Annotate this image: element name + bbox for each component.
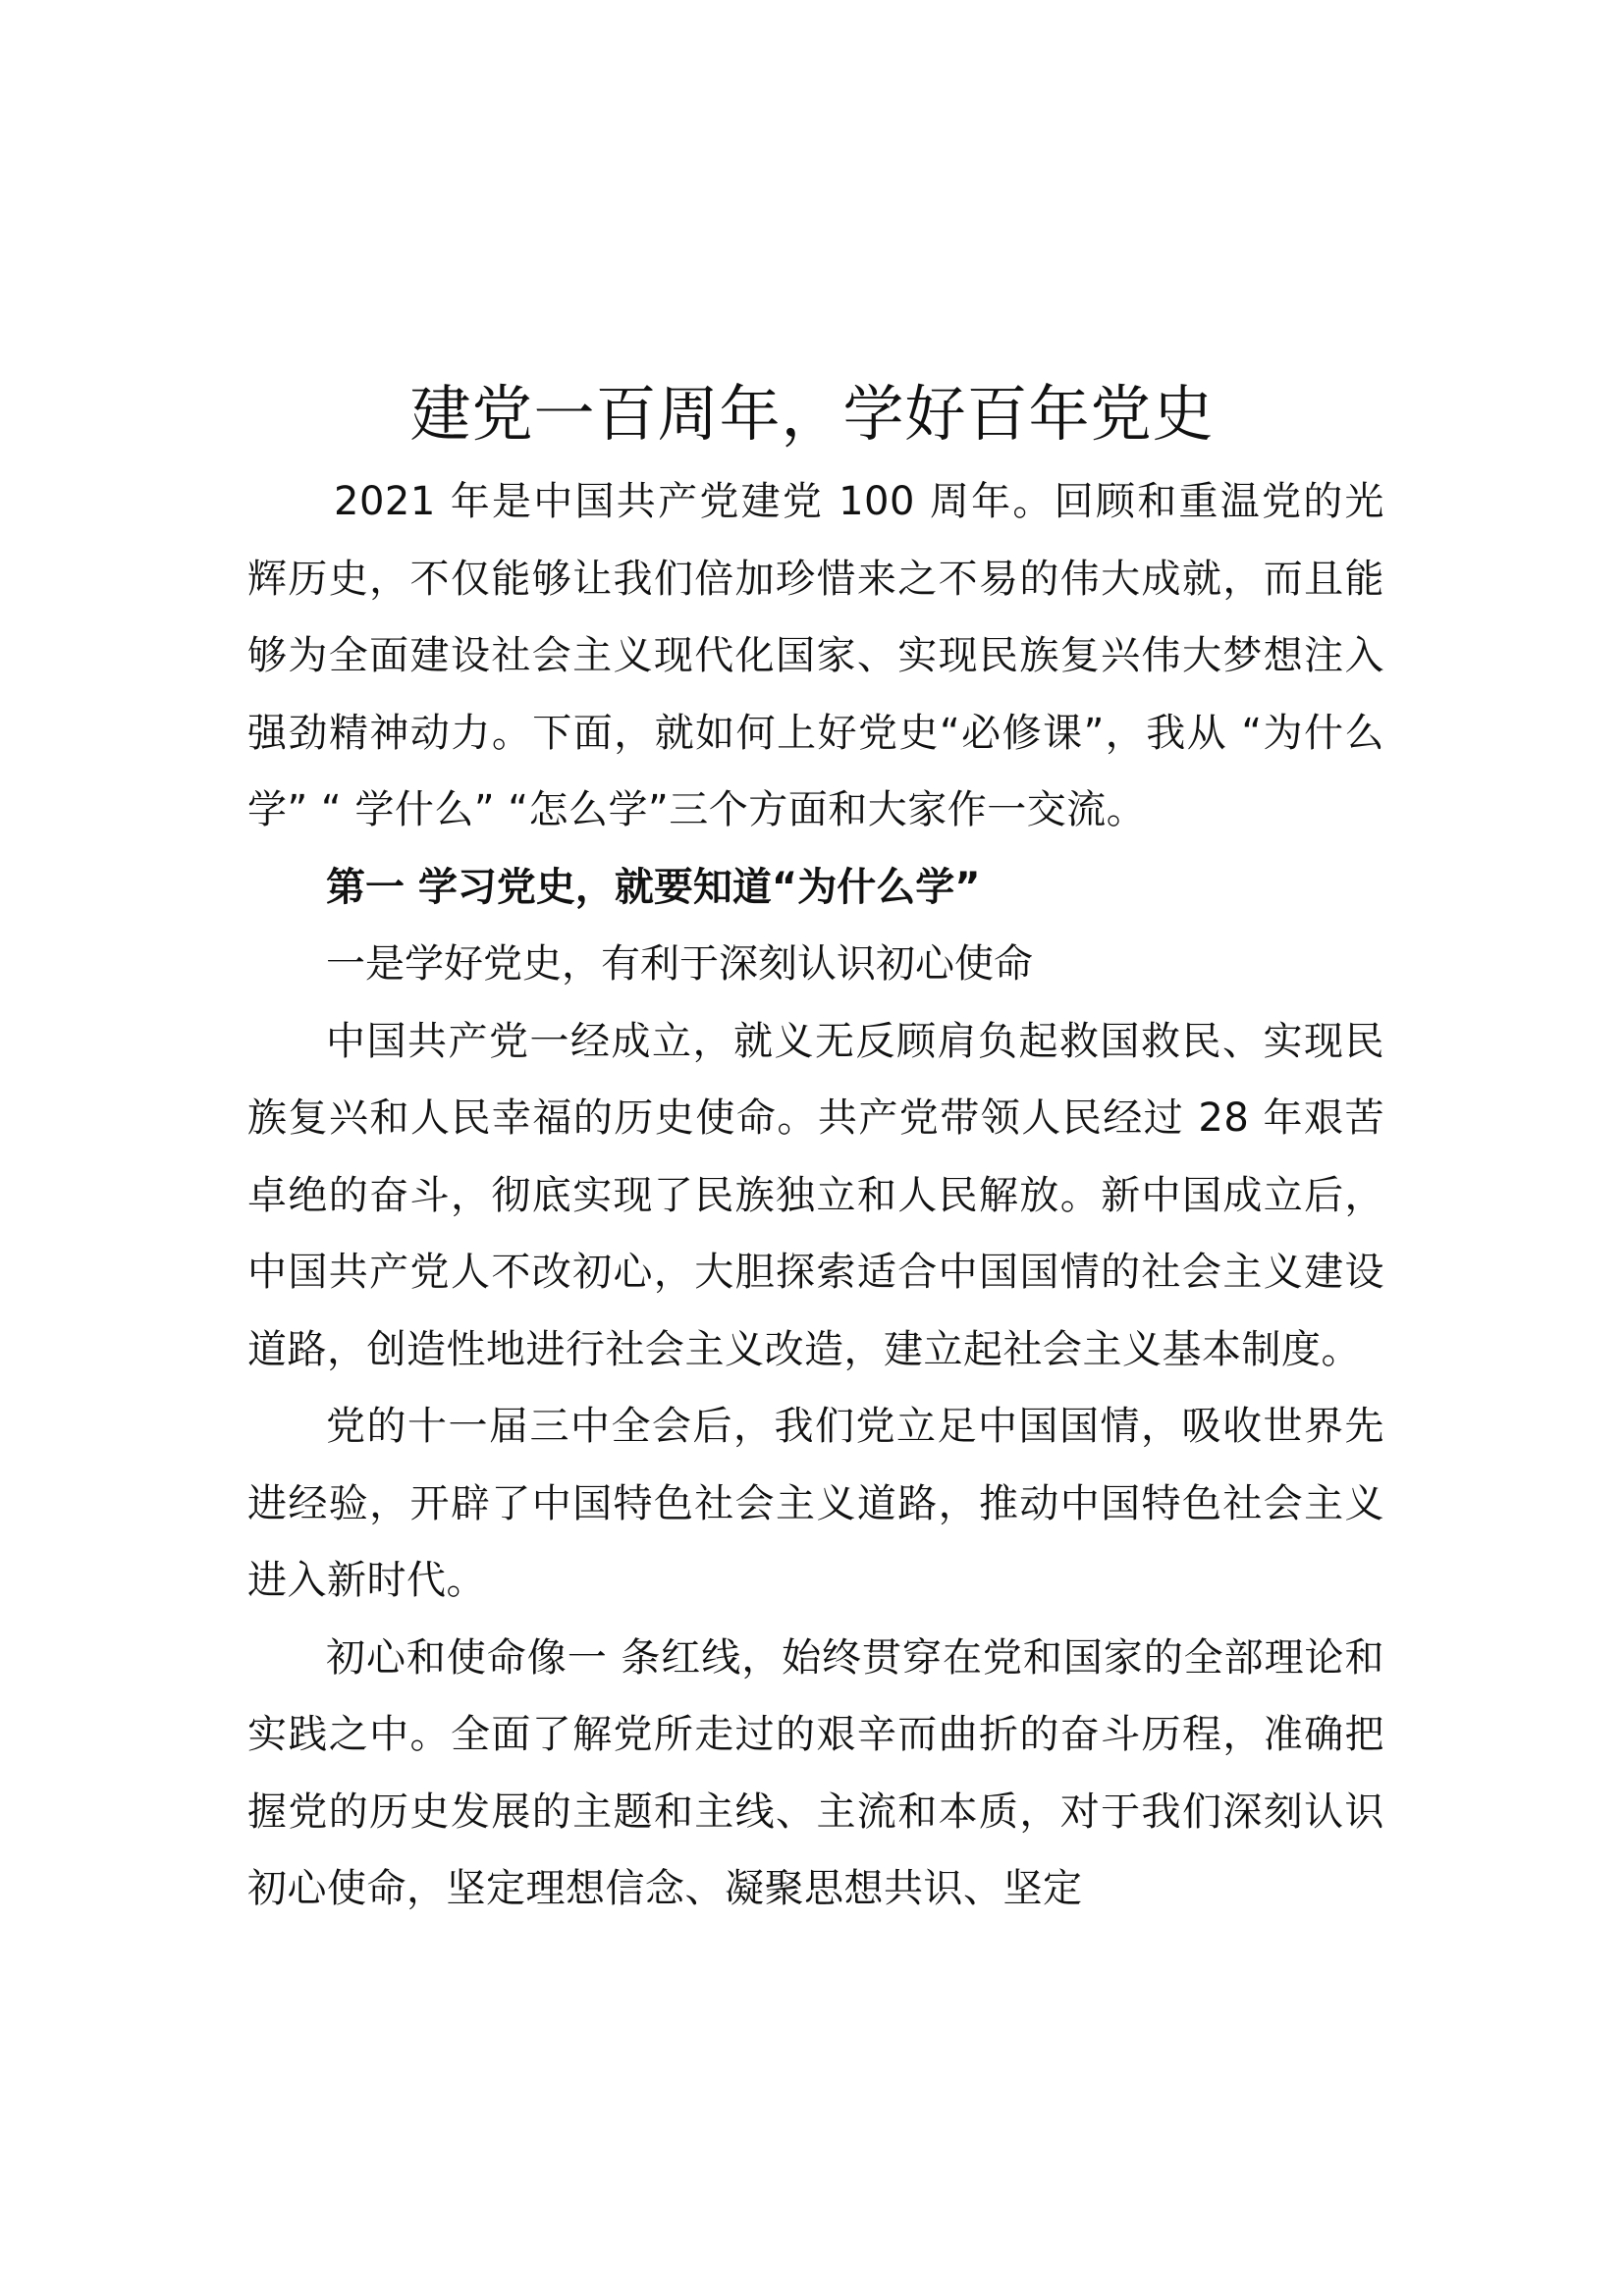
body-paragraph-2: 党的十一届三中全会后，我们党立足中国国情，吸收世界先进经验，开辟了中国特色社会主义道路，推动中国特色社会主义进入新时代。 [247,1404,1384,1603]
body-paragraph-1: 中国共产党一经成立，就义无反顾肩负起救国救民、实现民族复兴和人民幸福的历史使命。共产党带领人民经过 28 年艰苦卓绝的奋斗，彻底实现了民族独立和人民解放。新中国成立后，中国共产党人不改初心，大胆探索适合中国国情的社会主义建设道路，创造性地进行社会主义改造，建立起社会主义基本制度。 [247,1018,1384,1372]
intro-paragraph: 2021 年是中国共产党建党 100 周年。回顾和重温党的光辉历史，不仅能够让我们倍加珍惜来之不易的伟大成就，而且能够为全面建设社会主义现代化国家、实现民族复兴伟大梦想注入强劲精神动力。下面，就如何上好党史“必修课”，我从 “为什么学” “ 学什么” “怎么学”三个方面和大家作一交流。 [247,479,1384,832]
section-subheading: 一是学好党史，有利于深刻认识初心使命 [326,941,1033,987]
section-heading: 第一 学习党史，就要知道“为什么学” [326,864,981,910]
document-body [247,463,1384,1928]
document-title: 建党一百周年，学好百年党史 [409,378,1215,450]
body-paragraph-3: 初心和使命像一 条红线，始终贯穿在党和国家的全部理论和实践之中。全面了解党所走过的艰辛而曲折的奋斗历程，准确把握党的历史发展的主题和主线、主流和本质，对于我们深刻认识初心使命，坚定理想信念、凝聚思想共识、坚定 [247,1634,1384,1911]
